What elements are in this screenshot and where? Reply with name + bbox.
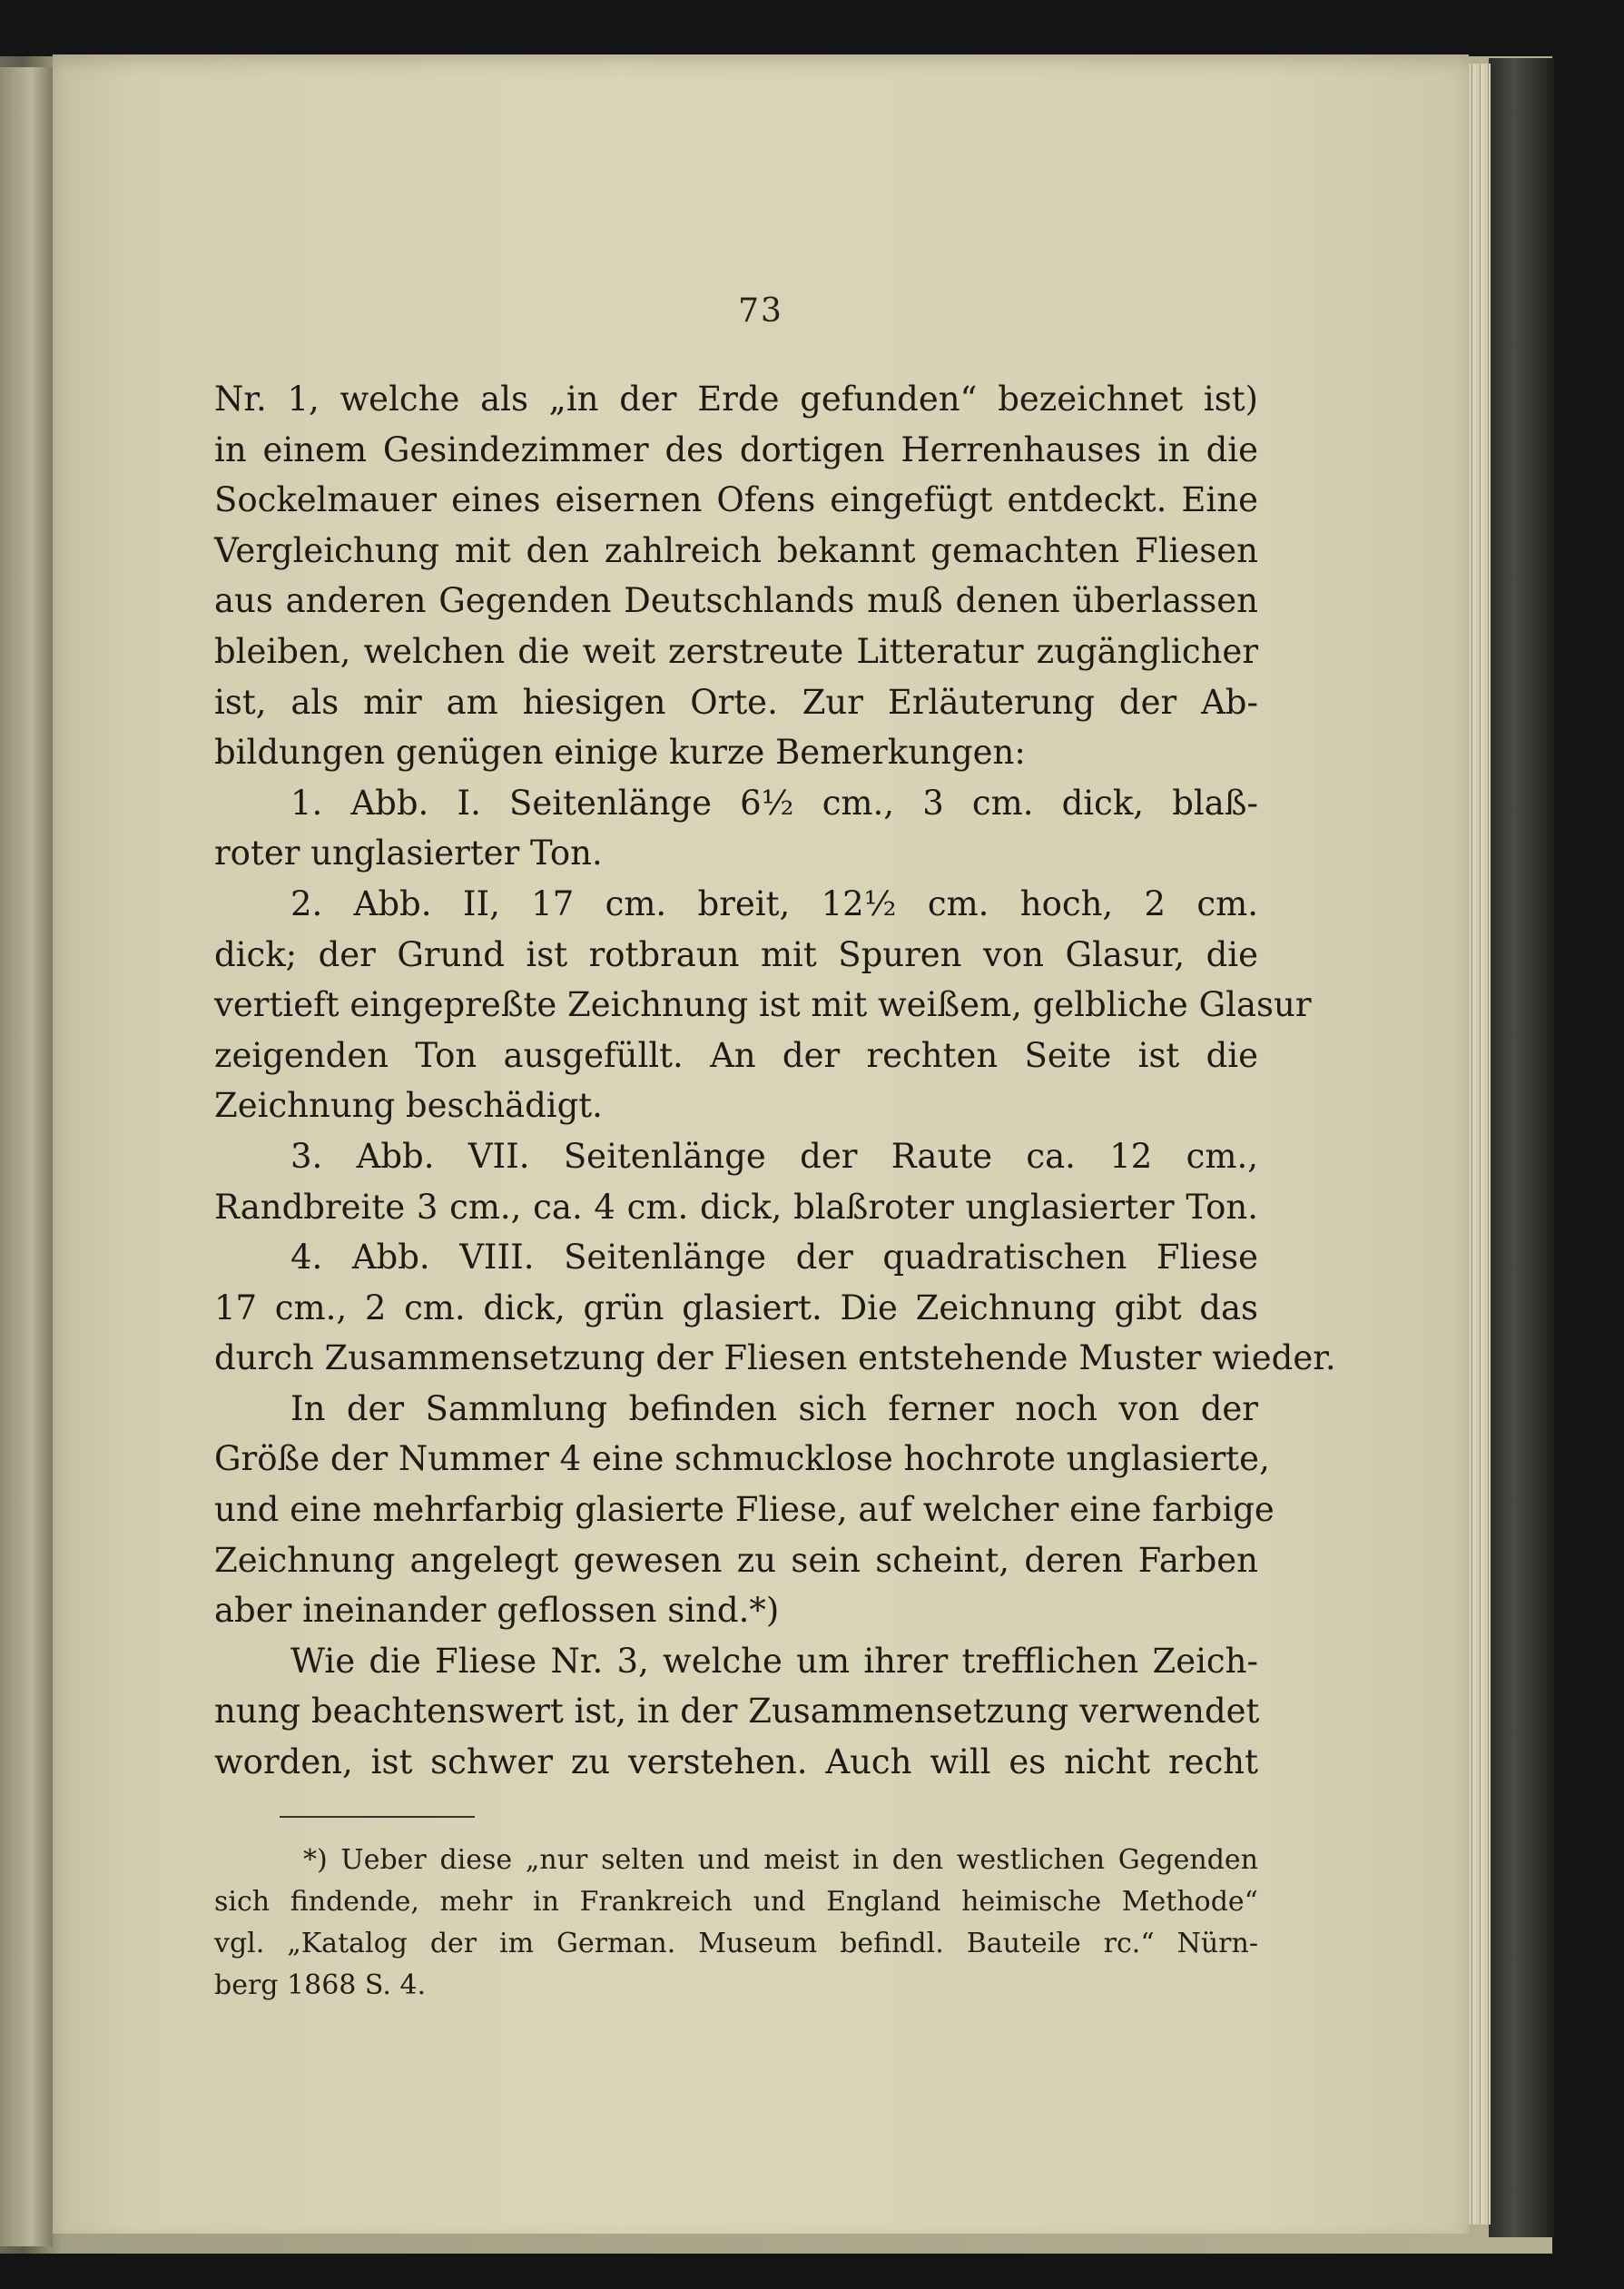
text-line: 1. Abb. I. Seitenlänge 6½ cm., 3 cm. dick, blaß- — [290, 783, 1258, 823]
text-line: 17 cm., 2 cm. dick, grün glasiert. Die Zeichnung gibt das — [214, 1288, 1258, 1327]
book-cover-edge — [1489, 58, 1554, 2237]
text-line: Zeichnung beschädigt. — [214, 1086, 603, 1126]
left-page-edge — [0, 67, 53, 2246]
footnote-line: sich findende, mehr in Frankreich und England heimische Methode“ — [214, 1886, 1258, 1918]
page-number: 73 — [738, 292, 783, 330]
footnote-line: *) Ueber diese „nur selten und meist in den westlichen Gegenden — [303, 1844, 1258, 1876]
text-line: nung beachtenswert ist, in der Zusammensetzung verwendet — [214, 1692, 1260, 1732]
text-line: zeigenden Ton ausgefüllt. An der rechten Seite ist die — [214, 1035, 1258, 1075]
text-line: 4. Abb. VIII. Seitenlänge der quadratischen Fliese — [290, 1238, 1258, 1278]
footnote-separator — [280, 1816, 475, 1818]
text-line: vertieft eingepreßte Zeichnung ist mit weißem, gelbliche Glasur — [214, 985, 1312, 1025]
footnote-line: berg 1868 S. 4. — [214, 1969, 427, 2001]
text-line: in einem Gesindezimmer des dortigen Herrenhauses in die — [214, 429, 1258, 469]
text-line: aber ineinander geflossen sind.*) — [214, 1591, 780, 1631]
book-page — [53, 54, 1469, 2234]
text-line: bildungen genügen einige kurze Bemerkungen: — [214, 733, 1026, 773]
text-line: durch Zusammensetzung der Fliesen entstehende Muster wieder. — [214, 1338, 1336, 1378]
body-text — [214, 374, 1336, 1788]
text-line: Wie die Fliese Nr. 3, welche um ihrer trefflichen Zeich- — [290, 1641, 1258, 1681]
footnote-line: vgl. „Katalog der im German. Museum befindl. Bauteile rc.“ Nürn- — [214, 1928, 1258, 1959]
text-line: 2. Abb. II, 17 cm. breit, 12½ cm. hoch, 2 cm. — [290, 883, 1258, 923]
text-line: roter unglasierter Ton. — [214, 834, 603, 873]
text-line: worden, ist schwer zu verstehen. Auch will es nicht recht — [214, 1742, 1258, 1782]
text-line: aus anderen Gegenden Deutschlands muß denen überlassen — [214, 581, 1258, 621]
text-line: dick; der Grund ist rotbraun mit Spuren von Glasur, die — [214, 934, 1258, 974]
text-line: 3. Abb. VII. Seitenlänge der Raute ca. 12 cm., — [290, 1136, 1258, 1176]
text-line: bleiben, welchen die weit zerstreute Litteratur zugänglicher — [214, 631, 1258, 671]
text-line: Zeichnung angelegt gewesen zu sein scheint, deren Farben — [214, 1540, 1258, 1580]
text-line: Nr. 1, welche als „in der Erde gefunden“ bezeichnet ist) — [214, 380, 1258, 419]
text-line: In der Sammlung befinden sich ferner noch von der — [290, 1388, 1258, 1428]
text-line: Größe der Nummer 4 eine schmucklose hochrote unglasierte, — [214, 1439, 1270, 1479]
text-line: ist, als mir am hiesigen Orte. Zur Erläuterung der Ab- — [214, 682, 1258, 722]
text-line: Vergleichung mit den zahlreich bekannt gemachten Fliesen — [214, 530, 1258, 570]
text-line: Sockelmauer eines eisernen Ofens eingefügt entdeckt. Eine — [214, 480, 1258, 520]
text-line: und eine mehrfarbig glasierte Fliese, auf welcher eine farbige — [214, 1490, 1275, 1530]
text-line: Randbreite 3 cm., ca. 4 cm. dick, blaßroter unglasierter Ton. — [214, 1187, 1258, 1227]
footnote — [214, 1840, 1258, 2007]
